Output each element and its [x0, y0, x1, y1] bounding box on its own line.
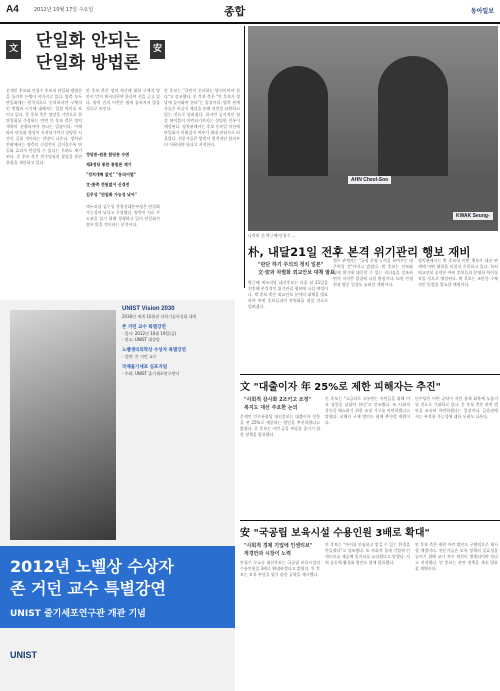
story2-body-3: 민주당은 이번 공약이 서민 경제 회복에 도움이 될 것으로 기대하고 있다. 문 후보 측은 관련 법안을 조속히 마련하겠다는 입장이다. 금융권에서는 부작용 가능성에 대한 우려도 나온다.	[415, 396, 498, 419]
lead-body-3: 정치권에서는 박 후보의 이번 행보가 대선 판세에 어떤 영향을 미칠지 주목하고 있다. 특히 외교안보 공약은 야권 후보들과 분명한 차이를 보일 것으로 예상된다. 박 후보는 조만간 구체적인 일정을 발표할 예정이다.	[418, 258, 498, 287]
person-figure	[268, 66, 328, 186]
story2-body-1: 문재인 민주통합당 대선후보는 대출이자 상한을 연 25%로 제한하는 방안을 추진하겠다고 밝혔다. 문 후보는 서민 금융 부담을 줄이기 위한 정책을 발표했다.	[240, 414, 320, 437]
lead-subhead-2: 文·安과 차별화 외교안보 대책 발표	[258, 270, 335, 276]
section-title: 종합	[224, 5, 246, 18]
photo-caption: 나란히 선 박근혜·안철수 ...	[248, 233, 296, 238]
column-body-3: 새누리당 김무성 총괄선대본부장은 단일화 가능성이 낮다고 주장했다. 양측이 서로 주도권을 잡기 위해 경쟁하고 있어 단일화가 쉽지 않을 것이라는 분석이다.	[86, 204, 160, 227]
ad-banner-line2: 존 거던 교수 특별강연	[10, 579, 166, 598]
column-body-1: 문재인 후보와 안철수 후보의 단일화 방법론을 둘러싼 논쟁이 이어지고 있다. 양측 모두 단일화에는 원칙적으로 동의하지만 구체적인 방법과 시기에 대해서는 입장 차이를 보이고 있다. 문 후보 측은 정당을 기반으로 한 단일화를 주장하는 반면 안 후보 측은 정치개혁이 선행되어야 한다는 입장이다. 이에 따라 단일화 협상이 시작되기까지 상당한 시간이 걸릴 것이라는 전망이 나온다. 정치권 안팎에서는 양측의 신경전이 길어질수록 단일화 효과가 반감될 수 있다는 우려도 제기된다. 문 후보 측은 민주당과의 합당을 통한 통합을 제안하고 있다.	[6, 88, 82, 165]
ad-banner-line1: 2012년 노벨상 수상자	[10, 557, 174, 576]
tag-ahn: 安	[150, 40, 165, 59]
story3-body-2: 안 후보는 "아이를 안심하고 맡길 수 있는 환경을 만들겠다"고 강조했다. 또 사회적 경제 기업에 인센티브를 제공해 일자리를 늘리겠다고 말했다. 지역 공동체 활성화 방안도 함께 발표했다.	[325, 542, 410, 565]
story2-subhead-1: "사회적 갈사화 2조키고 조정"	[244, 397, 312, 403]
ad-list-item: 노벨생리의학상 수상자 특별강연	[122, 348, 186, 353]
story3-body-3: 안 후보 측은 재원 마련 방안도 구체적으로 제시할 예정이다. 전문가들은 보육 정책의 실효성을 높이기 위해 교사 처우 개선이 병행되어야 한다고 지적했다. 안 후보는 관련 정책을 계속 발표할 계획이다.	[415, 542, 498, 571]
ad-banner-line3: UNIST 줄기세포연구관 개관 기념	[10, 609, 146, 619]
ad-logo: UNIST	[10, 650, 37, 660]
ad-list-item: 국제줄기세포 심포지엄	[122, 365, 168, 370]
advertisement	[0, 300, 235, 691]
story2-rule	[240, 374, 500, 375]
side-point: 정당론-원론 합당론 수면	[86, 152, 130, 157]
story3-headline: 安 "국공립 보육시설 수용인원 3배로 확대"	[240, 528, 430, 539]
lead-body-2: 캠프 관계자는 "국정 운영 능력을 보여주는 데 주력할 것"이라고 밝혔다. 박 후보는 안보와 경제 위기에 대응할 수 있는 리더십을 강조하면서 지지층 결집에 나설 방침이다. 또한 민생 현장 방문 일정도 늘려갈 계획이다.	[333, 258, 413, 287]
story2-body-2: 문 후보는 "고금리로 고통받는 서민들을 위해 이자 상한을 낮춰야 한다"고 강조했다. 또 사회적 갈등을 해소하기 위한 조정 기구를 마련하겠다고 말했다. 피해자 구제 방안도 함께 추진할 계획이다.	[325, 396, 410, 425]
column-title-line2: 단일화 방법론	[35, 53, 141, 73]
story3-body-1: 안철수 무소속 대선후보는 국공립 보육시설의 수용인원을 3배로 확대하겠다고 밝혔다. 안 후보는 보육 부담을 덜기 위한 공약을 제시했다.	[240, 560, 320, 577]
story3-rule	[240, 520, 500, 521]
column-side-points	[86, 150, 160, 202]
ad-banner	[0, 546, 235, 628]
ad-vision-sub: 2030년 세계 10위권 과학기술특성화 대학	[122, 314, 197, 319]
table	[248, 176, 498, 231]
ad-list-title: 존 거던 교수 특별강연	[122, 325, 166, 330]
ad-portrait-photo	[10, 310, 116, 540]
story3-subhead-2: 적경만과 시장이 노력	[244, 551, 291, 557]
lead-body-1: 박근혜 새누리당 대선후보는 다음 달 21일을 전후해 본격적인 위기관리 행보에 나설 예정이다. 박 후보 측은 외교안보 분야의 대책을 발표하며 야권 후보들과의 차별화를 꾀할 것으로 알려졌다.	[248, 280, 328, 309]
ad-list: 존 거던 교수 특별강연 · 일시: 2012년 10월 19일(금) · 장소: UNIST 대강당 노벨생리의학상 수상자 특별강연 · 강연: 존 거던 교수 국제줄기세포 심포지엄 · 주최: UNIST 줄기세포연구센터	[122, 325, 230, 377]
nameplate-kwak: KWAK Seung-	[453, 212, 493, 220]
column-body-4: 안 후보는 "국민이 동의하는 방식이어야 한다"고 강조했다. 문 후보 측은 "안 후보가 정당에 들어와야 한다"는 입장이다. 양측 관계자들은 비공식 채널을 통해 의견을 교환하고 있는 것으로 알려졌다. 하지만 공식적인 협상 테이블이 마련되기까지는 상당한 진통이 예상된다. 정치권에서는 후보 등록일 이전에 단일화가 이뤄질지 여부가 최대 관심사로 떠올랐다. 전문가들은 양측이 원칙적인 합의부터 이뤄내야 한다고 지적한다.	[164, 88, 240, 147]
story2-subhead-2: 복지도 대선 주요한 논의	[244, 405, 298, 411]
ad-info	[122, 306, 230, 377]
ad-vision: UNIST Vision 2030	[122, 306, 175, 312]
column-divider	[244, 26, 245, 288]
column-title	[28, 30, 148, 74]
column-body-2: 안 후보 측은 정치 혁신에 대한 구체적 방안이 먼저 제시되어야 한다며 선을 긋고 있다. 양측 간의 이견은 쉽게 좁혀지지 않을 것으로 보인다.	[86, 88, 160, 111]
person-figure	[378, 56, 448, 196]
side-point: 文-安측 견원없이 신경전	[86, 182, 130, 187]
side-point: "정치개혁 없인" "동의어법"	[86, 172, 136, 177]
tag-moon: 文	[6, 40, 21, 59]
lead-headline: 朴, 내달21일 전후 본격 위기관리 행보 재비	[248, 245, 471, 259]
side-point: 제3정당 통한 통합론 제기	[86, 162, 132, 167]
column-title-line1: 단일화 안되는	[35, 31, 141, 51]
story3-subhead-1: "사회적 경제 기업에 인센티브"	[244, 543, 313, 549]
page-number: A4	[6, 4, 19, 15]
paper-logo: 동아일보	[470, 8, 494, 15]
nameplate-ahn: AHN Cheol-Soo	[348, 176, 391, 184]
masthead	[0, 0, 500, 24]
side-point: 김무성 "단일화 가능성 낮아"	[86, 192, 137, 197]
story2-headline: 文 "대출이자 年 25%로 제한 피해자는 추진"	[240, 382, 441, 393]
lead-subhead-1: "판단 하기 주의의 정치 일본"	[258, 262, 324, 268]
main-photo	[248, 26, 498, 231]
date-line: 2012년 10월 17일 수요일	[34, 7, 94, 13]
